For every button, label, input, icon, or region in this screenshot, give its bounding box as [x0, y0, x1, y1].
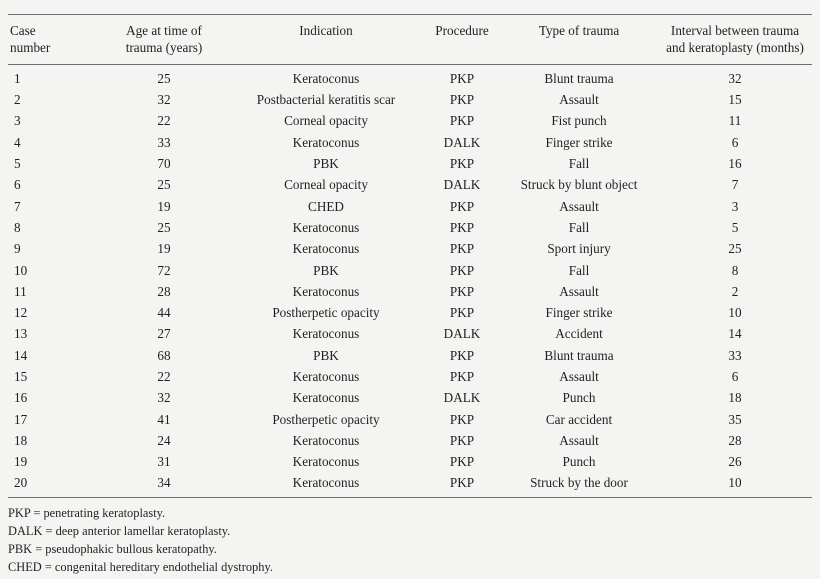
cell-type-of-trauma: Assault	[559, 369, 599, 384]
footnote-line: DALK = deep anterior lamellar keratoplasty.	[8, 523, 231, 538]
column-header-case-number-line1: Case	[10, 23, 36, 38]
cell-procedure: DALK	[443, 326, 481, 342]
cell-case-number: 16	[14, 390, 28, 406]
table-row	[8, 217, 812, 238]
column-header-type-of-trauma-line1: Type of trauma	[538, 23, 620, 38]
cell-interval-months: 6	[731, 369, 739, 384]
column-header-type-of-trauma	[500, 15, 658, 65]
cell-procedure: PKP	[449, 369, 475, 384]
cell-procedure: PKP	[449, 156, 475, 172]
cell-type-of-trauma: Fall	[568, 219, 590, 235]
cell-case-number: 3	[14, 113, 21, 129]
cell-type-of-trauma: Struck by blunt object	[520, 177, 638, 193]
table-body	[8, 64, 812, 497]
cell-type-of-trauma: Struck by the door	[500, 472, 658, 497]
cell-indication: Keratoconus	[292, 219, 360, 235]
cell-age-at-trauma: 25	[157, 219, 171, 235]
cell-type-of-trauma: Car accident	[545, 411, 613, 427]
cell-interval-months: 26	[728, 454, 742, 470]
cell-age-at-trauma: 72	[157, 262, 171, 278]
cell-procedure: PKP	[449, 70, 475, 86]
cell-case-number: 6	[14, 177, 21, 193]
column-header-case-number	[8, 15, 100, 65]
table-row	[8, 174, 812, 195]
cell-case-number: 18	[14, 432, 28, 448]
cell-indication: Keratoconus	[292, 326, 360, 342]
case-summary-table	[8, 14, 812, 498]
cell-interval-months: 3	[731, 198, 739, 214]
cell-case-number: 19	[14, 454, 28, 470]
table-row	[8, 302, 812, 323]
cell-case-number: 10	[14, 262, 28, 278]
cell-procedure: PKP	[449, 241, 475, 257]
cell-interval-months: 28	[728, 432, 742, 448]
table-row	[8, 281, 812, 302]
cell-interval-months: 2	[731, 283, 739, 299]
cell-interval-months: 10	[728, 305, 742, 321]
cell-age-at-trauma: 19	[157, 198, 171, 214]
cell-type-of-trauma: Fist punch	[551, 113, 607, 129]
cell-indication: Keratoconus	[292, 390, 360, 406]
cell-procedure: DALK	[443, 177, 481, 193]
column-header-interval-line1: Interval between trauma	[670, 23, 800, 38]
cell-indication: Postherpetic opacity	[272, 411, 380, 427]
cell-indication: Keratoconus	[292, 134, 360, 150]
cell-interval-months: 33	[728, 347, 742, 363]
cell-procedure: PKP	[449, 305, 475, 321]
cell-interval-months: 6	[731, 134, 739, 150]
table-row	[8, 472, 812, 497]
footnote-line: PKP = penetrating keratoplasty.	[8, 506, 166, 520]
cell-age-at-trauma: 25	[157, 70, 171, 86]
cell-indication: Keratoconus	[292, 454, 360, 470]
cell-case-number: 14	[14, 347, 28, 363]
cell-indication: Postherpetic opacity	[272, 305, 380, 321]
cell-age-at-trauma: 22	[157, 369, 171, 384]
cell-case-number: 4	[14, 134, 21, 150]
table-row	[8, 345, 812, 366]
cell-interval-months: 16	[728, 156, 742, 172]
column-header-age-line1: Age at time of	[126, 23, 202, 38]
cell-age-at-trauma: 27	[157, 326, 171, 342]
cell-interval-months: 25	[728, 241, 742, 257]
cell-case-number: 12	[14, 305, 28, 321]
cell-procedure: PKP	[449, 283, 475, 299]
cell-indication: Keratoconus	[228, 472, 424, 497]
cell-procedure: PKP	[449, 262, 475, 278]
cell-age-at-trauma: 32	[157, 390, 171, 406]
cell-case-number: 13	[14, 326, 28, 342]
cell-indication: Keratoconus	[292, 432, 360, 448]
cell-interval-months: 8	[731, 262, 739, 278]
table-footnotes	[8, 505, 812, 576]
column-header-interval-line2: and keratoplasty (months)	[666, 40, 804, 56]
cell-interval-months: 35	[728, 411, 742, 427]
cell-indication: PBK	[313, 156, 339, 172]
cell-age-at-trauma: 34	[100, 472, 228, 497]
cell-procedure: PKP	[449, 411, 475, 427]
cell-type-of-trauma: Assault	[559, 432, 599, 448]
table-row	[8, 323, 812, 344]
cell-case-number: 1	[14, 70, 21, 86]
column-header-age	[100, 15, 228, 65]
cell-interval-months: 14	[728, 326, 742, 342]
cell-age-at-trauma: 22	[157, 113, 171, 129]
column-header-case-number-line2: number	[10, 40, 51, 56]
cell-type-of-trauma: Finger strike	[545, 305, 613, 321]
column-header-interval	[658, 15, 812, 65]
cell-procedure: PKP	[449, 454, 475, 470]
cell-type-of-trauma: Blunt trauma	[544, 70, 614, 86]
cell-interval-months: 11	[728, 113, 742, 129]
cell-type-of-trauma: Punch	[562, 390, 596, 406]
cell-type-of-trauma: Sport injury	[547, 241, 611, 257]
cell-indication: Corneal opacity	[284, 113, 368, 129]
cell-age-at-trauma: 19	[157, 241, 171, 257]
cell-indication: Keratoconus	[292, 241, 360, 257]
cell-type-of-trauma: Assault	[559, 283, 599, 299]
cell-type-of-trauma: Fall	[568, 156, 590, 172]
cell-procedure: PKP	[449, 198, 475, 214]
cell-case-number: 15	[14, 369, 28, 384]
cell-type-of-trauma: Punch	[562, 454, 596, 470]
cell-interval-months: 7	[731, 177, 739, 193]
cell-age-at-trauma: 28	[157, 283, 171, 299]
table-row	[8, 153, 812, 174]
cell-case-number: 8	[14, 219, 21, 235]
cell-age-at-trauma: 68	[157, 347, 171, 363]
footnote-line: PBK = pseudophakic bullous keratopathy.	[8, 541, 217, 556]
cell-indication: Keratoconus	[292, 283, 360, 299]
table-header-row	[8, 15, 812, 65]
cell-case-number: 11	[14, 283, 27, 299]
cell-type-of-trauma: Assault	[559, 198, 599, 214]
column-header-procedure	[424, 15, 500, 65]
cell-indication: Corneal opacity	[284, 177, 368, 193]
cell-interval-months: 10	[658, 472, 812, 497]
cell-procedure: PKP	[449, 92, 475, 108]
cell-procedure: PKP	[424, 472, 500, 497]
cell-case-number: 20	[8, 472, 100, 497]
table-row	[8, 409, 812, 430]
cell-age-at-trauma: 32	[157, 92, 171, 108]
cell-case-number: 17	[14, 411, 28, 427]
table-header	[8, 15, 812, 65]
cell-indication: CHED	[308, 198, 344, 214]
column-header-age-line2: trauma (years)	[125, 40, 203, 56]
cell-procedure: PKP	[449, 347, 475, 363]
cell-interval-months: 32	[728, 70, 742, 86]
cell-procedure: PKP	[449, 432, 475, 448]
cell-case-number: 2	[14, 92, 21, 108]
column-header-indication	[228, 15, 424, 65]
cell-type-of-trauma: Fall	[568, 262, 590, 278]
cell-procedure: DALK	[443, 134, 481, 150]
cell-indication: Postbacterial keratitis scar	[256, 92, 396, 108]
cell-indication: PBK	[313, 262, 339, 278]
cell-type-of-trauma: Assault	[559, 92, 599, 108]
cell-procedure: PKP	[449, 113, 475, 129]
cell-age-at-trauma: 25	[157, 177, 171, 193]
cell-indication: Keratoconus	[292, 70, 360, 86]
footnote-line: CHED = congenital hereditary endothelial dystrophy.	[8, 559, 273, 574]
table-row	[8, 89, 812, 110]
cell-age-at-trauma: 24	[157, 432, 171, 448]
table-row	[8, 260, 812, 281]
cell-interval-months: 15	[728, 92, 742, 108]
column-header-indication-line1: Indication	[299, 23, 353, 38]
cell-age-at-trauma: 31	[157, 454, 171, 470]
cell-type-of-trauma: Finger strike	[545, 134, 613, 150]
table-row	[8, 451, 812, 472]
cell-age-at-trauma: 70	[157, 156, 171, 172]
table-row	[8, 132, 812, 153]
table-row	[8, 387, 812, 408]
cell-case-number: 5	[14, 156, 21, 172]
cell-indication: PBK	[313, 347, 339, 363]
table-row	[8, 430, 812, 451]
cell-age-at-trauma: 44	[157, 305, 171, 321]
cell-indication: Keratoconus	[292, 369, 360, 384]
cell-procedure: PKP	[449, 219, 475, 235]
cell-interval-months: 18	[728, 390, 742, 406]
case-table-container	[8, 14, 812, 498]
column-header-procedure-line1: Procedure	[435, 23, 489, 38]
table-row	[8, 238, 812, 259]
table-row	[8, 64, 812, 89]
cell-case-number: 9	[14, 241, 21, 257]
cell-age-at-trauma: 41	[157, 411, 171, 427]
cell-age-at-trauma: 33	[157, 134, 171, 150]
table-row	[8, 110, 812, 131]
table-row	[8, 366, 812, 387]
table-row	[8, 196, 812, 217]
cell-type-of-trauma: Accident	[555, 326, 603, 342]
cell-case-number: 7	[14, 198, 21, 214]
cell-procedure: DALK	[443, 390, 481, 406]
cell-type-of-trauma: Blunt trauma	[544, 347, 614, 363]
cell-interval-months: 5	[731, 219, 739, 235]
